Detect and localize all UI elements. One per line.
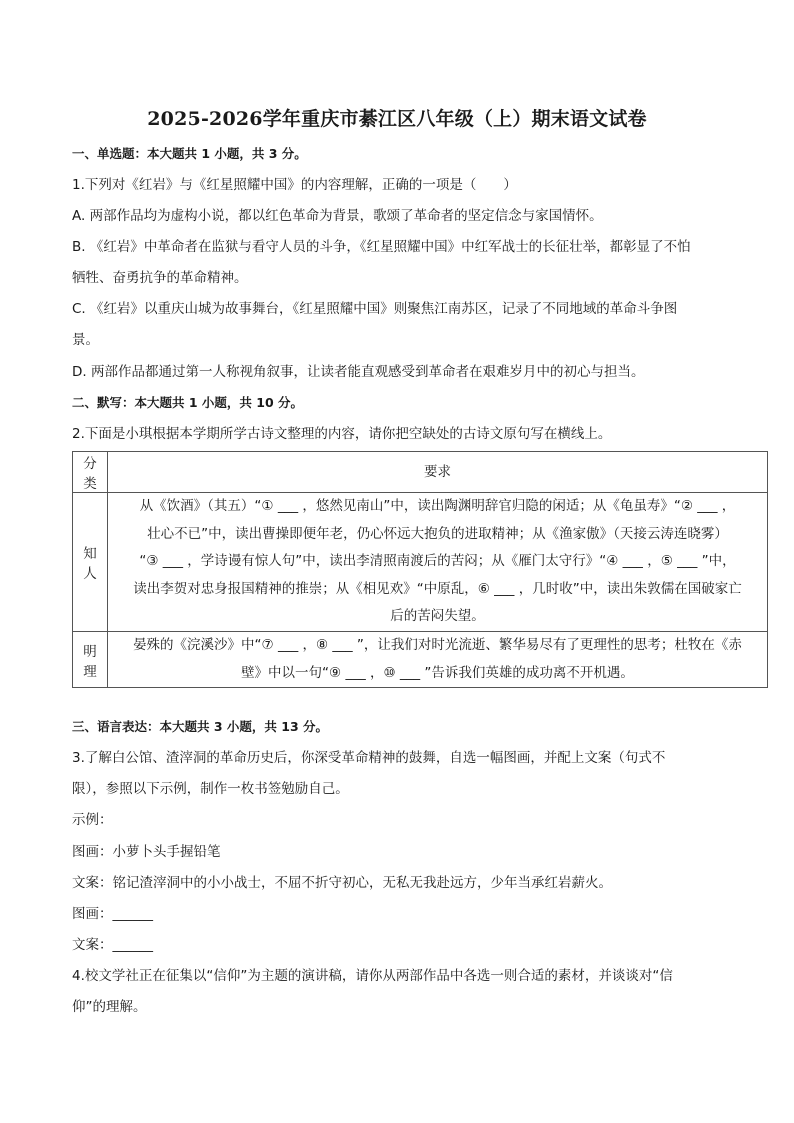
q3-stem-line2: 限），参照以下示例，制作一枚书签勉励自己。	[72, 781, 349, 797]
q2-stem: 2.下面是小琪根据本学期所学古诗文整理的内容，请你把空缺处的古诗文原句写在横线上。	[72, 426, 612, 442]
table-row-mingli	[73, 631, 768, 687]
row-content-zhiren	[108, 493, 768, 632]
table-header-category: 分类	[73, 452, 108, 493]
exam-title: 2025-2026学年重庆市綦江区八年级（上）期末语文试卷	[147, 108, 647, 130]
q1-option-d: D. 两部作品都通过第一人称视角叙事，让读者能直观感受到革命者在艰难岁月中的初心与担当。	[72, 364, 645, 380]
table-header-row	[73, 452, 768, 493]
q1-option-c-line2: 景。	[72, 332, 99, 348]
q1-option-b-line2: 牺牲、奋勇抗争的革命精神。	[72, 270, 248, 286]
zhiren-line-3: “③ ___ ，学诗谩有惊人句”中，读出李清照南渡后的苦闷；从《雁门太守行》“④ ___ ，⑤ ___ ”中，	[139, 553, 736, 570]
q4-stem-line2: 仰”的理解。	[72, 999, 147, 1015]
zhiren-line-5: 后的苦闷失望。	[390, 608, 485, 625]
zhiren-line-4: 读出李贺对忠身报国精神的推崇；从《相见欢》“中原乱，⑥ ___ ，几时收”中，读出朱敦儒在国破家亡	[133, 580, 742, 597]
row-label-mingli: 明理	[73, 631, 108, 687]
row-label-zhiren: 知人	[73, 493, 108, 632]
row-content-mingli	[108, 631, 768, 687]
q3-stem-line1: 3.了解白公馆、渣滓洞的革命历史后，你深受革命精神的鼓舞，自选一幅图画，并配上文案（句式不	[72, 750, 666, 766]
q4-stem-line1: 4.校文学社正在征集以“信仰”为主题的演讲稿，请你从两部作品中各选一则合适的素材，并谈谈对“信	[72, 968, 673, 984]
q3-answer-text[interactable]: 文案：______	[72, 937, 153, 953]
q3-example-text: 文案：铭记渣滓洞中的小小战士，不屈不折守初心，无私无我赴远方，少年当承红岩薪火。	[72, 875, 612, 891]
q3-example-label: 示例：	[72, 812, 113, 828]
poetry-table	[72, 451, 768, 688]
table-header-requirement: 要求	[108, 452, 768, 493]
mingli-line-2: 壁》中以一句“⑨ ___ ，⑩ ___ ”告诉我们英雄的成功离不开机遇。	[241, 664, 634, 681]
mingli-line-1: 晏殊的《浣溪沙》中“⑦ ___ ，⑧ ___ ”，让我们对时光流逝、繁华易尽有了更理性的思考；杜牧在《赤	[133, 636, 742, 653]
q3-answer-image[interactable]: 图画：______	[72, 906, 153, 922]
zhiren-line-1: 从《饮酒》（其五）“① ___ ，悠然见南山”中，读出陶渊明辞官归隐的闲适；从《龟虽寿》“② ___ ，	[139, 498, 736, 514]
q3-example-image: 图画：小萝卜头手握铅笔	[72, 844, 221, 860]
q1-option-b-line1: B. 《红岩》中革命者在监狱与看守人员的斗争，《红星照耀中国》中红军战士的长征壮举，都彰显了不怕	[72, 239, 691, 255]
zhiren-line-2: 壮心不已”中，读出曹操即便年老，仍心怀远大抱负的进取精神；从《渔家傲》（天接云涛连晓雾）	[147, 525, 728, 542]
q1-option-c-line1: C. 《红岩》以重庆山城为故事舞台，《红星照耀中国》则聚焦江南苏区，记录了不同地域的革命斗争图	[72, 301, 678, 317]
table-row-zhiren	[73, 493, 768, 632]
q1-option-a: A. 两部作品均为虚构小说，都以红色革命为背景，歌颂了革命者的坚定信念与家国情怀。	[72, 208, 603, 224]
section-2-heading: 二、默写：本大题共 1 小题，共 10 分。	[72, 395, 304, 410]
section-1-heading: 一、单选题：本大题共 1 小题，共 3 分。	[72, 146, 307, 161]
q1-stem: 1.下列对《红岩》与《红星照耀中国》的内容理解，正确的一项是（ ）	[72, 177, 517, 193]
section-3-heading: 三、语言表达：本大题共 3 小题，共 13 分。	[72, 719, 329, 734]
